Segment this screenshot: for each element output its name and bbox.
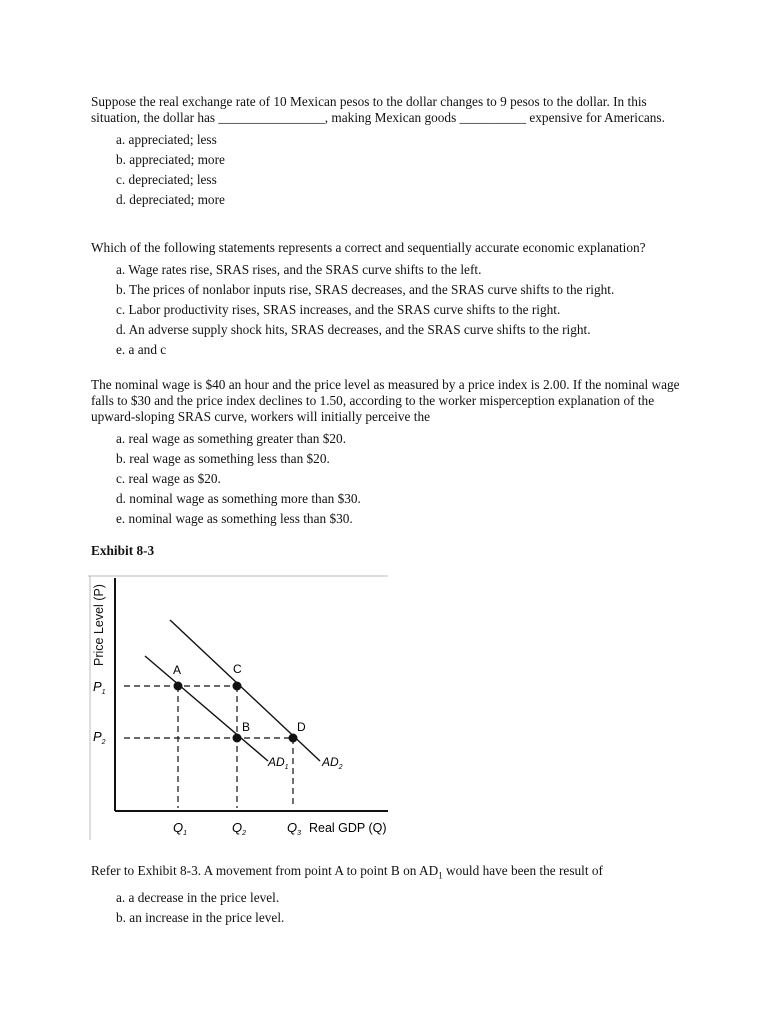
price-label-p1: $P_1$ <box>93 679 106 696</box>
option: c. depreciated; less <box>116 172 217 187</box>
y-axis-label: Price Level (P) <box>92 584 106 666</box>
option-list <box>116 260 691 360</box>
exhibit-graph <box>88 574 393 844</box>
option: e. nominal wage as something less than $30. <box>116 511 353 526</box>
option: e. a and c <box>116 342 167 357</box>
option-list <box>116 888 691 928</box>
question-stem: Refer to Exhibit 8-3. A movement from point A to point B on $AD_1$ would have been the result of <box>91 863 603 881</box>
ad2-curve <box>170 620 320 761</box>
quantity-label-q1: $Q_1$ <box>173 820 188 837</box>
point-d <box>289 734 298 743</box>
option: a. Wage rates rise, SRAS rises, and the SRAS curve shifts to the left. <box>116 262 482 277</box>
question-1 <box>91 94 691 210</box>
option: a. appreciated; less <box>116 132 217 147</box>
option: b. an increase in the price level. <box>116 909 285 925</box>
point-label-a: A <box>173 663 182 677</box>
question-3 <box>91 377 691 529</box>
ad1-label: $AD_1$ <box>268 755 289 771</box>
question-4 <box>91 863 691 928</box>
question-2 <box>91 240 691 360</box>
question-stem: Suppose the real exchange rate of 10 Mexican pesos to the dollar changes to 9 pesos to the dollar. In this situation, the dollar has ________________, making Mexican goods __________ expensive for Americans. <box>91 94 665 125</box>
x-axis-label: Real GDP (Q) <box>309 821 387 835</box>
option: d. An adverse supply shock hits, SRAS decreases, and the SRAS curve shifts to the right. <box>116 322 591 337</box>
option: d. nominal wage as something more than $30. <box>116 491 361 506</box>
quantity-label-q3: $Q_3$ <box>287 820 302 837</box>
option: a. real wage as something greater than $20. <box>116 431 347 446</box>
option: b. The prices of nonlabor inputs rise, SRAS decreases, and the SRAS curve shifts to the right. <box>116 282 615 297</box>
option: c. Labor productivity rises, SRAS increases, and the SRAS curve shifts to the right. <box>116 302 561 317</box>
point-label-c: C <box>233 662 242 676</box>
point-label-b: B <box>242 720 251 734</box>
exhibit-title: Exhibit 8-3 <box>91 543 155 558</box>
question-stem: Which of the following statements represents a correct and sequentially accurate economic explanation? <box>91 240 646 255</box>
price-label-p2: $P_2$ <box>93 729 106 746</box>
option-list <box>116 130 691 210</box>
option-list <box>116 429 691 529</box>
option: d. depreciated; more <box>116 192 225 207</box>
ad1-curve <box>145 656 268 761</box>
point-a <box>174 682 183 691</box>
option: c. real wage as $20. <box>116 471 221 486</box>
ad2-label: $AD_2$ <box>322 755 343 771</box>
option: b. real wage as something less than $20. <box>116 451 330 466</box>
question-stem: The nominal wage is $40 an hour and the price level as measured by a price index is 2.00. If the nominal wage falls to $30 and the price index declines to 1.50, according to the worker misperception explanation of the upward-sloping SRAS curve, workers will initially perceive the <box>91 377 680 424</box>
point-c <box>233 682 242 691</box>
point-b <box>233 734 242 743</box>
point-label-d: D <box>297 720 306 734</box>
option: b. appreciated; more <box>116 152 225 167</box>
quantity-label-q2: $Q_2$ <box>232 820 247 837</box>
option: a. a decrease in the price level. <box>116 889 280 905</box>
